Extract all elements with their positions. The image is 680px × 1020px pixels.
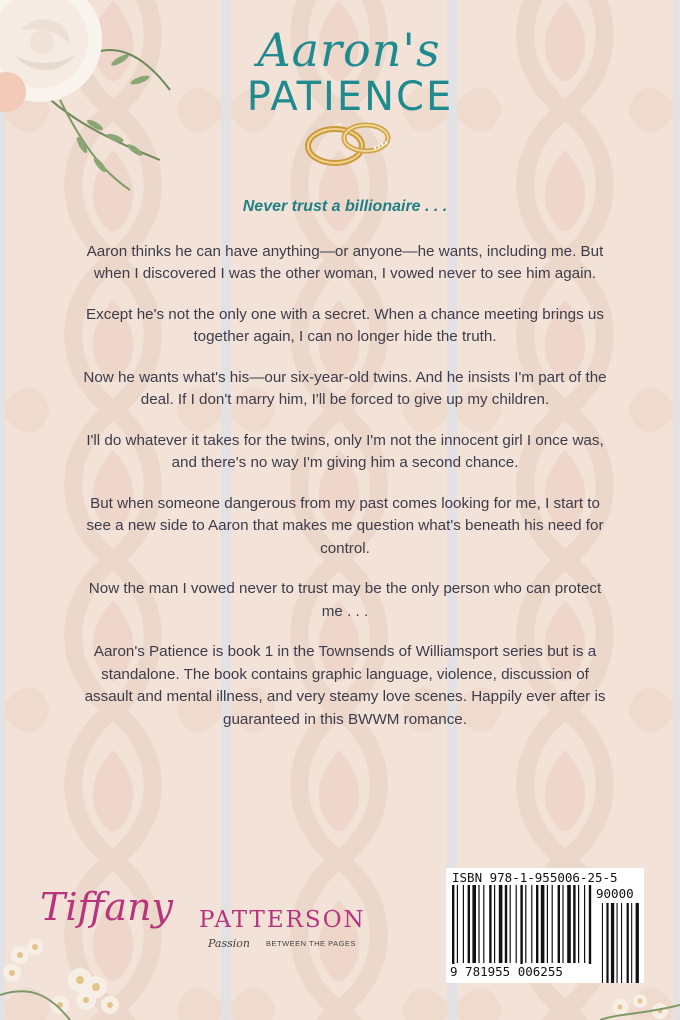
tagline: Never trust a billionaire . . . (242, 198, 448, 215)
author-first-name: Tiffany (40, 885, 174, 929)
blurb-paragraph-7: Aaron's Patience is book 1 in the Townsends of Williamsport series but is a standalone. The book contains graphic language, violence, discussion of assault and mental illness, and very steamy love scenes. Happily ever after is guaranteed in this BWWM romance. (84, 643, 606, 728)
title-script: Aaron's (257, 23, 441, 77)
isbn-label: ISBN 978-1-955006-25-5 (452, 870, 618, 885)
wedding-rings-icon (300, 118, 400, 168)
blurb-paragraph-6: Now the man I vowed never to trust may be the only person who can protect me . . . (88, 580, 602, 620)
blurb-paragraph-2: Except he's not the only one with a secret. When a chance meeting brings us together again, I can no longer hide the truth. (86, 305, 604, 345)
blurb-paragraph-1: Aaron thinks he can have anything—or anyone—he wants, including me. But when I discovered I was the other woman, I vowed never to see him again. (86, 242, 604, 282)
blurb-paragraph-4: I'll do whatever it takes for the twins, only I'm not the innocent girl I once was, and there's no way I'm giving him a second chance. (86, 431, 604, 471)
blurb-paragraph-3: Now he wants what's his—our six-year-old twins. And he insists I'm part of the deal. If I don't marry him, I'll be forced to give up my children. (83, 368, 607, 408)
price-code: 90000 (596, 886, 634, 901)
barcode-digits: 9 781955 006255 (450, 964, 594, 979)
author-last-name: PATTERSON (199, 907, 366, 933)
author-tagline: BETWEEN THE PAGES (266, 939, 356, 948)
author-tagline-script: Passion (208, 937, 250, 950)
title-main: PATIENCE (246, 74, 454, 120)
isbn-barcode (446, 868, 644, 983)
author-logo (40, 882, 370, 952)
blurb-paragraph-5: But when someone dangerous from my past comes looking for me, I start to see a new side to Aaron that makes me question what's beneath his need for control. (86, 494, 604, 557)
flower-sprig-icon (600, 985, 680, 1020)
back-cover-blurb (80, 196, 610, 749)
